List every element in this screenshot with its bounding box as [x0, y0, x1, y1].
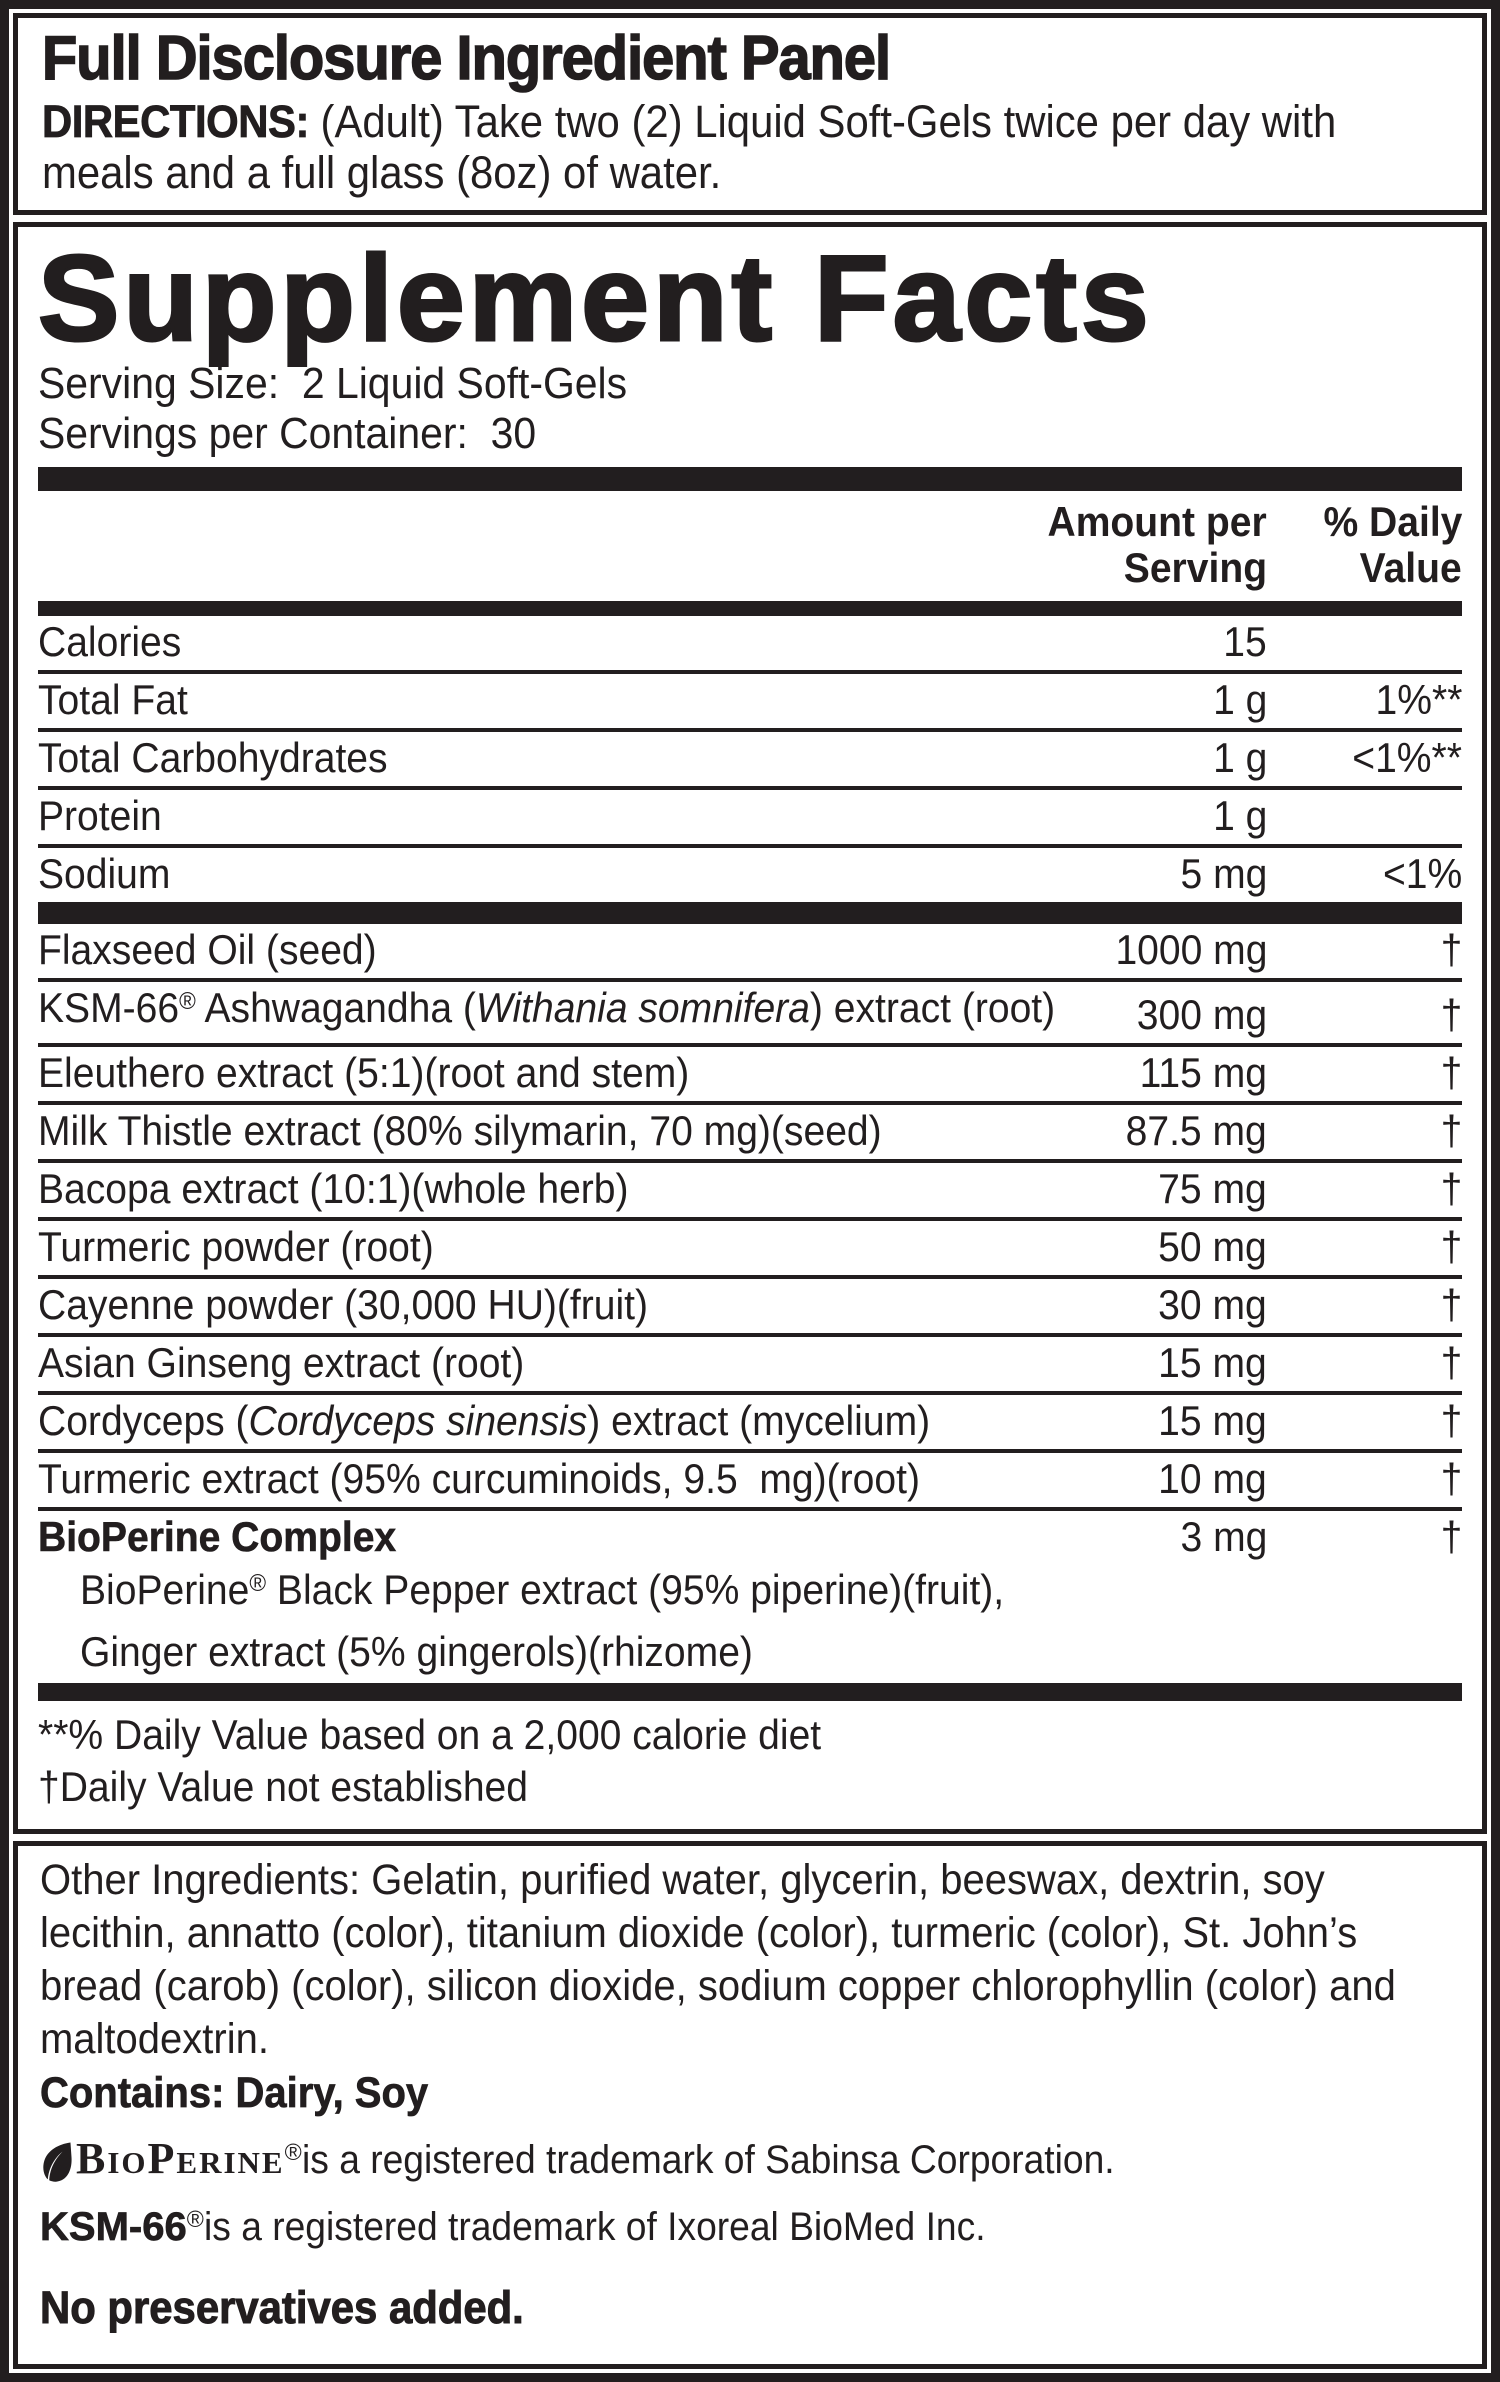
- divider-bar-thick: [38, 467, 1462, 491]
- ingredient-name: Milk Thistle extract (80% silymarin, 70 mg)(seed): [38, 1107, 882, 1154]
- daily-value: †: [1440, 1455, 1462, 1502]
- table-row: [38, 1163, 1462, 1221]
- table-row: [38, 1047, 1462, 1105]
- daily-value: <1%**: [1352, 734, 1462, 781]
- directions-body: (Adult) Take two (2) Liquid Soft-Gels twice per day with meals and a full glass (8oz) of water.: [42, 96, 1337, 198]
- ksm66-trademark-text: is a registered trademark of Ixoreal BioMed Inc.: [203, 2205, 986, 2249]
- amount-value: 87.5 mg: [1125, 1107, 1267, 1154]
- daily-value: †: [1440, 1513, 1462, 1560]
- table-row: [38, 732, 1462, 790]
- leaf-icon: [40, 2140, 74, 2184]
- table-row: [38, 1279, 1462, 1337]
- divider-bar-section: [38, 902, 1462, 924]
- amount-value: 75 mg: [1158, 1165, 1267, 1212]
- daily-value: †: [1440, 1397, 1462, 1444]
- table-row: [38, 790, 1462, 848]
- ingredient-name: Turmeric powder (root): [38, 1223, 434, 1270]
- amount-value: 15: [1223, 618, 1267, 665]
- complex-sub-ingredient: BioPerine® Black Pepper extract (95% piperine)(fruit),: [80, 1566, 1005, 1613]
- daily-value: †: [1440, 1339, 1462, 1386]
- divider-bar-medium: [38, 601, 1462, 616]
- no-preservatives-statement: No preservatives added.: [40, 2282, 524, 2333]
- botanical-rows: [38, 924, 1462, 1511]
- amount-value: 1 g: [1212, 792, 1267, 839]
- daily-value: †: [1440, 1223, 1462, 1270]
- amount-value: 15 mg: [1158, 1339, 1267, 1386]
- amount-value: 300 mg: [1136, 991, 1267, 1038]
- ingredient-name: Eleuthero extract (5:1)(root and stem): [38, 1049, 690, 1096]
- supplement-facts-panel: [13, 222, 1487, 1834]
- table-row: [38, 1105, 1462, 1163]
- ksm66-trademark-line: [40, 2203, 1460, 2256]
- amount-value: 1000 mg: [1114, 926, 1267, 973]
- daily-value: †: [1440, 991, 1462, 1038]
- table-row: [38, 924, 1462, 982]
- other-ingredients-label: Other Ingredients:: [40, 1856, 361, 1904]
- table-row: [38, 1395, 1462, 1453]
- ingredient-name: Turmeric extract (95% curcuminoids, 9.5 mg)(root): [38, 1455, 920, 1502]
- ingredient-name: Total Fat: [38, 676, 188, 723]
- footnote-daily-value: **% Daily Value based on a 2,000 calorie diet: [38, 1711, 822, 1758]
- daily-value-header: % Daily Value: [1323, 498, 1462, 591]
- daily-value: †: [1440, 1049, 1462, 1096]
- ingredient-name: KSM-66® Ashwagandha (Withania somnifera) extract (root): [38, 984, 1056, 1031]
- serving-size-label: Serving Size:: [38, 359, 280, 408]
- ingredient-name: Flaxseed Oil (seed): [38, 926, 377, 973]
- daily-value: †: [1440, 1165, 1462, 1212]
- ingredient-name: Calories: [38, 618, 182, 665]
- serving-size-value: 2 Liquid Soft-Gels: [301, 359, 628, 408]
- complex-sub-ingredient: Ginger extract (5% gingerols)(rhizome): [80, 1628, 753, 1675]
- bioperine-wordmark: BioPerine: [76, 2134, 285, 2183]
- ingredient-name: Protein: [38, 792, 162, 839]
- daily-value: †: [1440, 1107, 1462, 1154]
- complex-main-row: [38, 1511, 1462, 1562]
- full-disclosure-panel: [13, 13, 1487, 215]
- ingredient-name: Cordyceps (Cordyceps sinensis) extract (mycelium): [38, 1397, 931, 1444]
- servings-label: Servings per Container:: [38, 409, 468, 458]
- table-row: [38, 1221, 1462, 1279]
- registered-mark: ®: [284, 2139, 302, 2166]
- servings-per-container-line: [38, 409, 1462, 459]
- footnotes: [38, 1701, 1462, 1817]
- trademark-text: [76, 2135, 1175, 2189]
- amount-value: 5 mg: [1180, 850, 1267, 897]
- trademark-text: [40, 2203, 1044, 2256]
- footnote-dagger: †Daily Value not established: [38, 1763, 529, 1810]
- directions-text: [42, 96, 1458, 198]
- amount-value: 50 mg: [1158, 1223, 1267, 1270]
- ingredient-name: Bacopa extract (10:1)(whole herb): [38, 1165, 629, 1212]
- amount-value: 1 g: [1212, 676, 1267, 723]
- other-ingredients-text: Gelatin, purified water, glycerin, beeswax, dextrin, soy lecithin, annatto (color), titanium dioxide (color), turmeric (color), St. John’s bread (carob) (color), silicon dioxide, sodium copper chlorophyllin (color) and maltodextrin.: [40, 1856, 1396, 2063]
- macronutrient-rows: [38, 616, 1462, 902]
- contains-statement: Contains: Dairy, Soy: [40, 2069, 429, 2117]
- bioperine-complex-block: [38, 1511, 1462, 1679]
- amount-value: 3 mg: [1180, 1513, 1267, 1560]
- ingredient-name: BioPerine Complex: [38, 1513, 397, 1560]
- daily-value: <1%: [1382, 850, 1462, 897]
- daily-value: [1267, 619, 1462, 665]
- table-row: [38, 616, 1462, 674]
- table-row: [38, 982, 1462, 1047]
- daily-value: [1267, 793, 1462, 839]
- panel-title: Full Disclosure Ingredient Panel: [42, 24, 891, 93]
- amount-value: 15 mg: [1158, 1397, 1267, 1444]
- servings-value: 30: [490, 409, 537, 458]
- supplement-facts-title: Supplement Facts: [38, 230, 1153, 366]
- serving-size-line: [38, 359, 1462, 409]
- amount-value: 115 mg: [1139, 1049, 1267, 1096]
- daily-value: †: [1440, 926, 1462, 973]
- amount-per-serving-header: Amount per Serving: [1047, 498, 1267, 591]
- directions-label: DIRECTIONS:: [42, 96, 309, 147]
- column-headers: [38, 491, 1462, 601]
- daily-value: 1%**: [1375, 676, 1462, 723]
- ingredient-name: Asian Ginseng extract (root): [38, 1339, 525, 1386]
- table-row: [38, 1453, 1462, 1511]
- bioperine-trademark-line: [40, 2135, 1460, 2189]
- ingredient-name: Total Carbohydrates: [38, 734, 388, 781]
- amount-value: 1 g: [1212, 734, 1267, 781]
- divider-bar-footnote: [38, 1683, 1462, 1701]
- amount-value: 10 mg: [1158, 1455, 1267, 1502]
- table-row: [38, 848, 1462, 902]
- other-ingredients-panel: [13, 1841, 1487, 2369]
- ingredient-name: Cayenne powder (30,000 HU)(fruit): [38, 1281, 649, 1328]
- ksm66-wordmark: KSM-66: [40, 2205, 187, 2249]
- bioperine-trademark-text: is a registered trademark of Sabinsa Corporation.: [301, 2138, 1115, 2182]
- registered-mark: ®: [186, 2206, 204, 2233]
- table-row: [38, 1337, 1462, 1395]
- other-ingredients-paragraph: [40, 1854, 1460, 2066]
- amount-value: 30 mg: [1158, 1281, 1267, 1328]
- table-row: [38, 674, 1462, 732]
- daily-value: †: [1440, 1281, 1462, 1328]
- ingredient-name: Sodium: [38, 850, 171, 897]
